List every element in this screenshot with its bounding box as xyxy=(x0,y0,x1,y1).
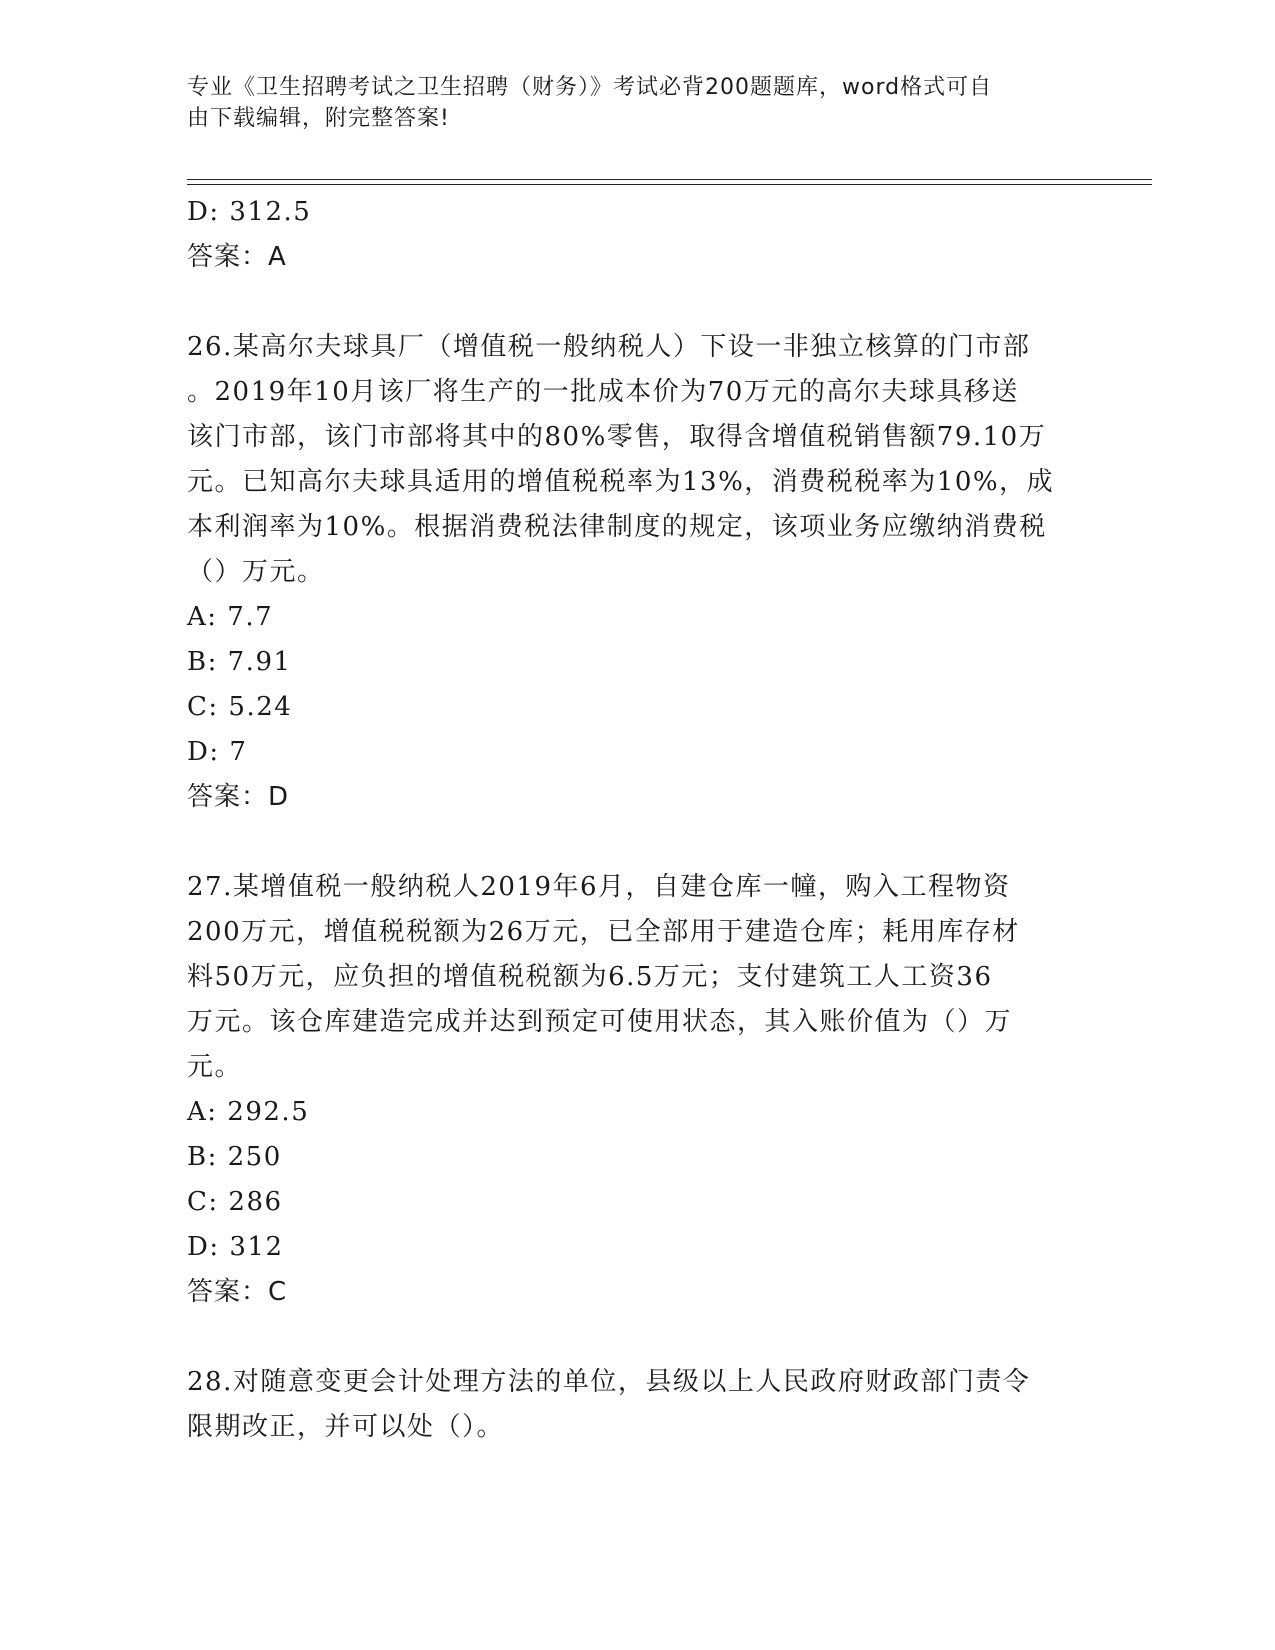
answer: 答案：C xyxy=(187,1277,288,1307)
spacer xyxy=(187,820,1087,865)
option-d: D: 312 xyxy=(187,1232,284,1262)
option-b: B: 7.91 xyxy=(187,647,292,677)
question-text-line: 28.对随意变更会计处理方法的单位，县级以上人民政府财政部门责令 xyxy=(187,1367,1031,1397)
question-26 xyxy=(187,325,1087,820)
question-content xyxy=(187,190,1087,1450)
page-header xyxy=(187,72,1067,134)
question-28 xyxy=(187,1360,1087,1450)
question-text-line: 本利润率为10%。根据消费税法律制度的规定，该项业务应缴纳消费税 xyxy=(187,512,1047,542)
option-a: A: 292.5 xyxy=(187,1097,310,1127)
question-text-line: 该门市部，该门市部将其中的80%零售，取得含增值税销售额79.10万 xyxy=(187,422,1047,452)
spacer xyxy=(187,280,1087,325)
question-text-line: 限期改正，并可以处（）。 xyxy=(187,1412,505,1442)
question-text-line: 料50万元，应负担的增值税税额为6.5万元；支付建筑工人工资36 xyxy=(187,962,993,992)
option-d: D: 7 xyxy=(187,737,248,767)
header-line-2: 由下载编辑，附完整答案! xyxy=(187,106,450,131)
option-c: C: 5.24 xyxy=(187,692,293,722)
spacer xyxy=(187,1315,1087,1360)
option-a: A: 7.7 xyxy=(187,602,274,632)
question-text-line: 元。已知高尔夫球具适用的增值税税率为13%，消费税税率为10%，成 xyxy=(187,467,1055,497)
question-text-line: 26.某高尔夫球具厂（增值税一般纳税人）下设一非独立核算的门市部 xyxy=(187,332,1031,362)
question-text-line: （）万元。 xyxy=(187,557,325,587)
option-b: B: 250 xyxy=(187,1142,282,1172)
question-text-line: 万元。该仓库建造完成并达到预定可使用状态，其入账价值为（）万 xyxy=(187,1007,1013,1037)
question-text-line: 200万元，增值税税额为26万元，已全部用于建造仓库；耗用库存材 xyxy=(187,917,1020,947)
answer: 答案：D xyxy=(187,782,290,812)
option-d: D: 312.5 xyxy=(187,197,312,227)
question-text-line: 27.某增值税一般纳税人2019年6月，自建仓库一幢，购入工程物资 xyxy=(187,872,1011,902)
question-text-line: 元。 xyxy=(187,1052,243,1082)
header-divider-top xyxy=(187,179,1152,180)
header-line-1: 专业《卫生招聘考试之卫生招聘（财务）》考试必背200题题库，word格式可自 xyxy=(187,75,993,100)
question-27 xyxy=(187,865,1087,1315)
header-divider-bottom xyxy=(187,184,1152,185)
question-text-line: 。2019年10月该厂将生产的一批成本价为70万元的高尔夫球具移送 xyxy=(187,377,1019,407)
option-c: C: 286 xyxy=(187,1187,283,1217)
answer: 答案：A xyxy=(187,242,287,272)
